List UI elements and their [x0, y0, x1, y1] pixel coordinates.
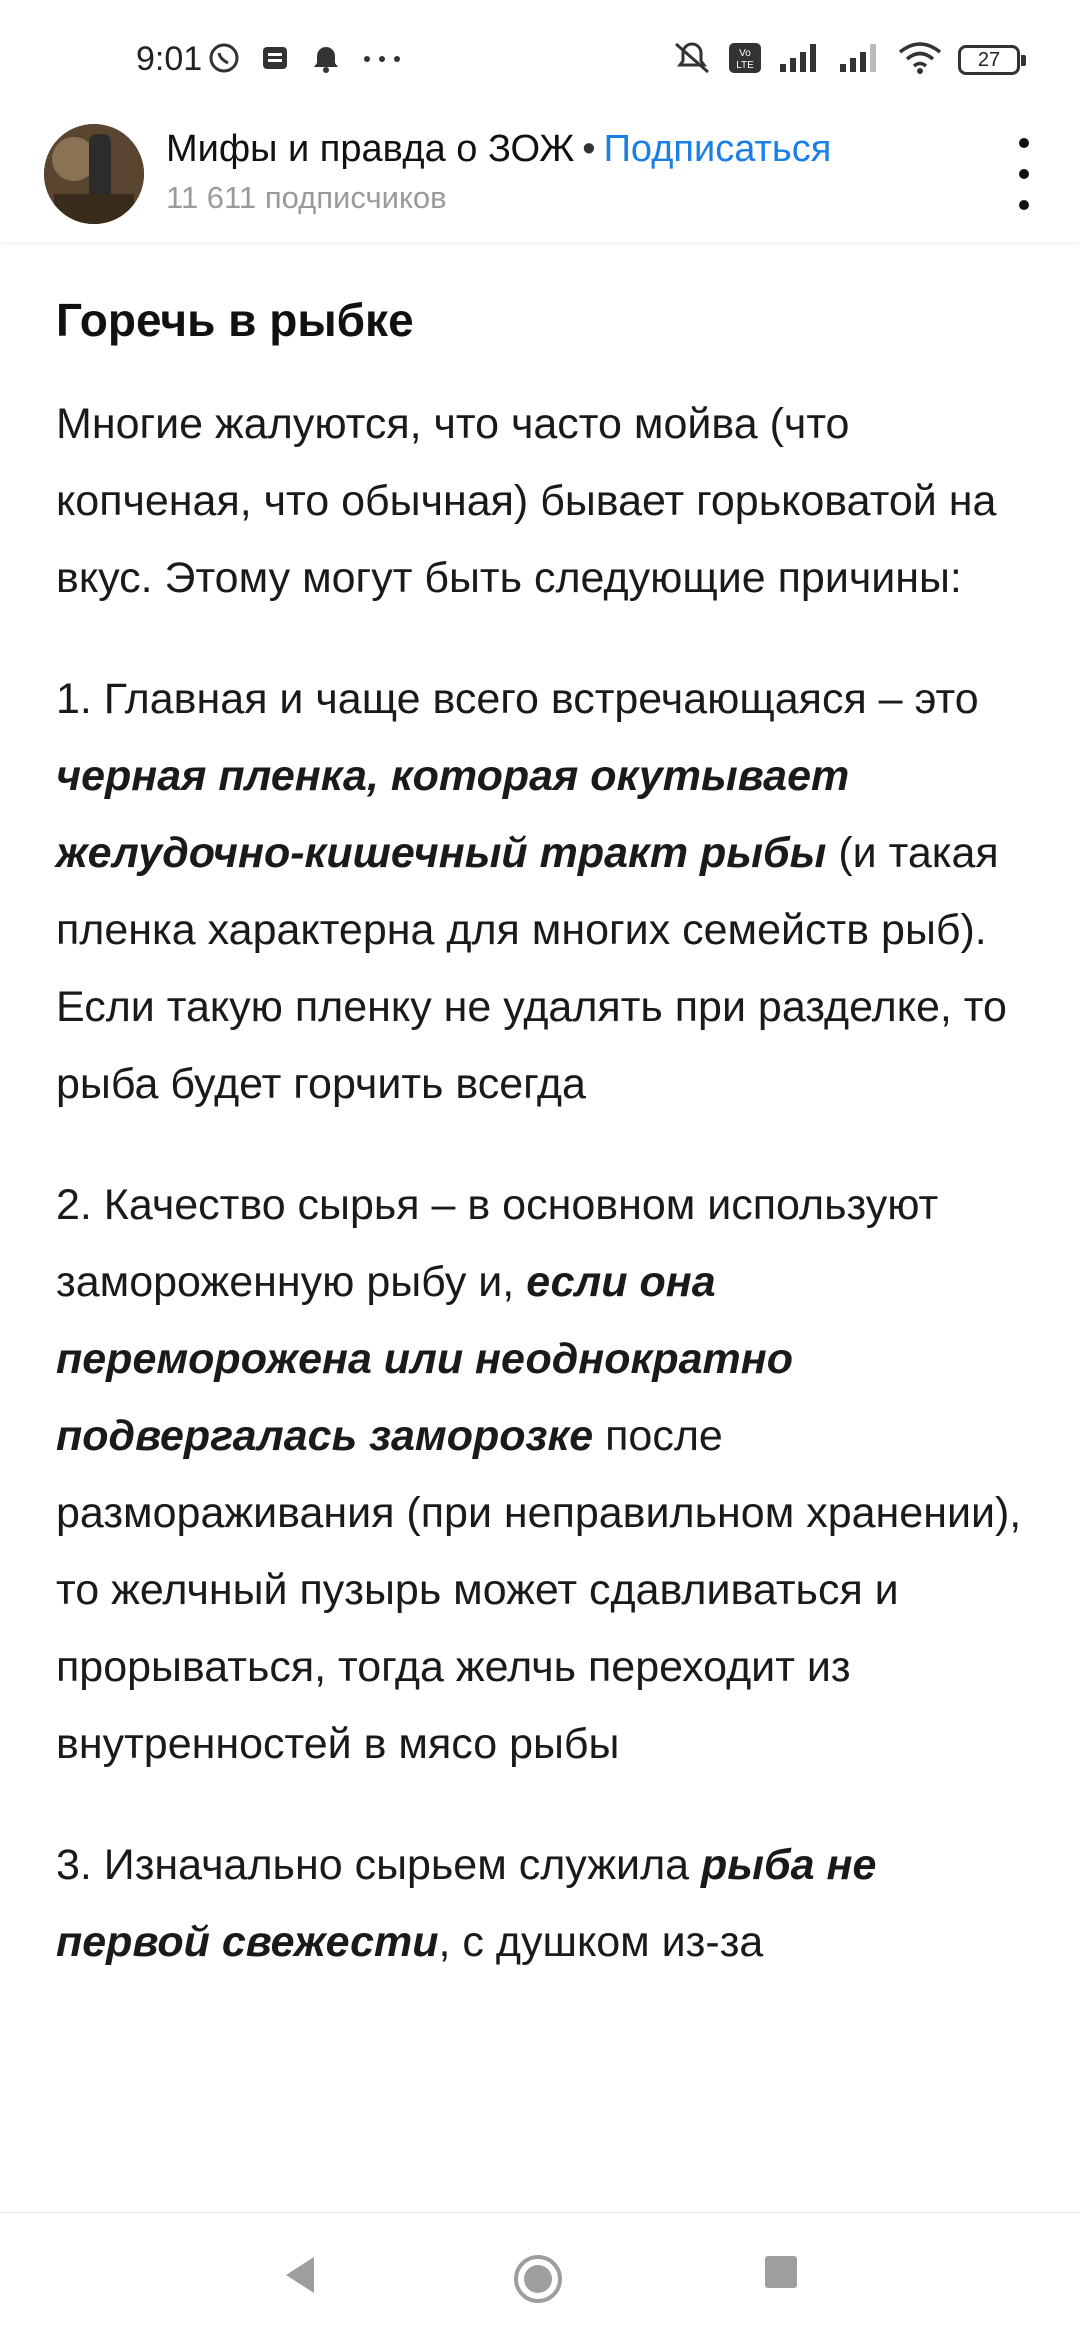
article-paragraph-1 — [56, 661, 1036, 1123]
more-dot-1 — [1019, 138, 1029, 148]
paragraph-2-text-c: после размораживания (при неправильном хранении), то желчный пузырь может сдавливаться и прорываться, тогда желчь переходит из внутренностей в мясо рыбы — [56, 1412, 1022, 1768]
paragraph-3-text-c: , с душком из-за — [438, 1918, 764, 1966]
article-paragraph-3 — [56, 1827, 1036, 1981]
paragraph-2-text-a: 2. Качество сырья – в основном используют замороженную рыбу и, — [56, 1181, 939, 1306]
whatsapp-icon — [208, 42, 240, 79]
paragraph-2-emphasis: если она переморожена или неоднократно подвергалась заморозке — [56, 1258, 793, 1460]
mute-icon — [672, 40, 712, 81]
battery-icon — [958, 45, 1020, 75]
status-right-icons — [672, 40, 1020, 80]
paragraph-3-emphasis: рыба не первой свежести — [56, 1841, 877, 1966]
recents-icon[interactable] — [762, 2253, 800, 2296]
article-body — [56, 290, 1036, 2025]
more-options-button[interactable] — [1004, 138, 1044, 210]
alarm-icon — [310, 42, 342, 79]
svg-text:Vo: Vo — [739, 47, 751, 59]
home-icon[interactable] — [512, 2253, 564, 2310]
more-dot-2 — [1019, 169, 1029, 179]
more-dots-icon — [362, 51, 402, 69]
channel-avatar[interactable] — [44, 124, 144, 224]
status-left-icons — [208, 40, 402, 80]
signal-2-icon — [838, 42, 882, 79]
volte-icon — [728, 42, 762, 79]
paragraph-1-text-a: 1. Главная и чаще всего встречающаяся – это — [56, 675, 979, 723]
news-icon — [260, 43, 290, 78]
channel-header — [0, 124, 1080, 242]
channel-name[interactable]: Мифы и правда о ЗОЖ — [166, 127, 575, 170]
channel-title-row — [166, 124, 831, 174]
paragraph-3-text-a: 3. Изначально сырьем служила — [56, 1841, 702, 1889]
svg-text:LTE: LTE — [736, 59, 754, 71]
battery-level: 27 — [977, 48, 1001, 71]
signal-1-icon — [778, 42, 822, 79]
back-icon[interactable] — [280, 2253, 320, 2302]
more-dot-3 — [1019, 200, 1029, 210]
article-paragraph-2 — [56, 1167, 1036, 1783]
article-intro: Многие жалуются, что часто мойва (что копченая, что обычная) бывает горьковатой на вкус. Этому могут быть следующие причины: — [56, 400, 997, 602]
wifi-icon — [898, 42, 942, 79]
title-separator: • — [582, 127, 596, 170]
status-bar — [0, 0, 1080, 124]
status-time: 9:01 — [136, 40, 203, 78]
system-nav-bar — [0, 2212, 1080, 2341]
subscribe-button[interactable]: Подписаться — [603, 127, 832, 170]
paragraph-1-emphasis: черная пленка, которая окутывает желудочно-кишечный тракт рыбы — [56, 752, 850, 877]
article-heading: Горечь в рыбке — [56, 294, 414, 346]
paragraph-1-text-c: (и такая пленка характерна для многих семейств рыб). Если такую пленку не удалять при разделке, то рыба будет горчить всегда — [56, 829, 1007, 1108]
subscriber-count: 11 611 подписчиков — [166, 180, 447, 215]
